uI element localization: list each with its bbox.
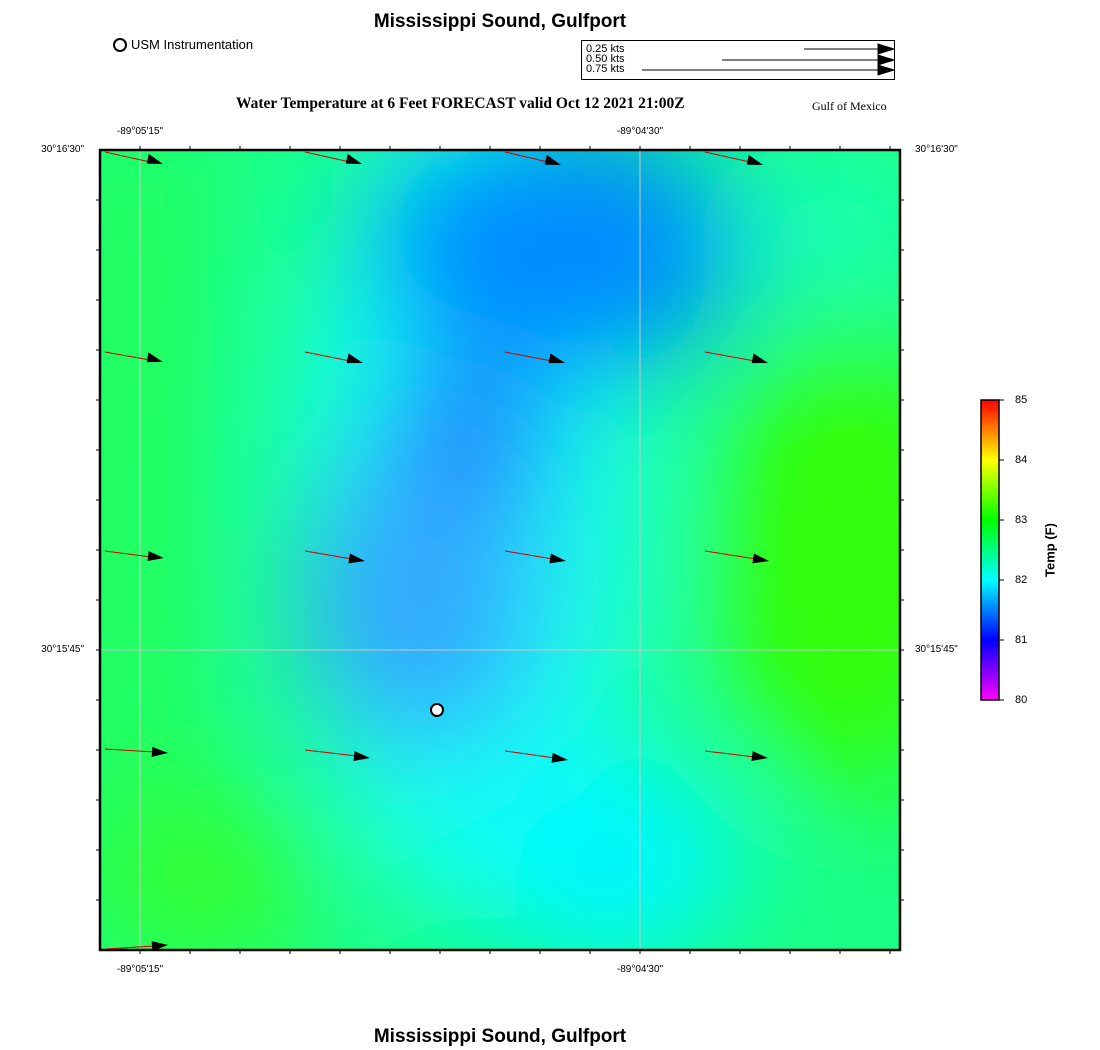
colorbar-tick-80: 80 [1015,694,1028,706]
lat-label-right-2: 30°15'45" [915,644,958,655]
lat-label-left-1: 30°16'30" [41,144,84,155]
lat-label-right-1: 30°16'30" [915,144,958,155]
lon-label-top-2: -89°04'30" [616,126,664,137]
lon-label-top-1: -89°05'15" [116,126,164,137]
map-title: Mississippi Sound, Gulfport [373,11,627,32]
colorbar-tick-85: 85 [1015,394,1028,406]
colorbar-tick-84: 84 [1015,454,1028,466]
map-subtitle: Water Temperature at 6 Feet FORECAST valid Oct 12 2021 21:00Z [236,95,685,112]
colorbar-title: Temp (F) [1042,523,1058,577]
vector-scale-label-1: 0.25 kts [586,43,625,55]
colorbar-tick-83: 83 [1015,514,1028,526]
lon-label-bottom-2: -89°04'30" [616,964,664,975]
region-label: Gulf of Mexico [812,99,887,113]
temperature-field [80,80,1000,970]
vector-scale-label-2: 0.50 kts [586,53,625,65]
vector-scale-label-3: 0.75 kts [586,63,625,75]
station-legend-label: USM Instrumentation [131,37,254,52]
map-footer-title: Mississippi Sound, Gulfport [373,1026,627,1047]
colorbar [981,400,999,700]
colorbar-tick-81: 81 [1015,634,1028,646]
station-marker [431,704,443,716]
colorbar-tick-82: 82 [1015,574,1028,586]
lat-label-left-2: 30°15'45" [41,644,84,655]
lon-label-bottom-1: -89°05'15" [116,964,164,975]
